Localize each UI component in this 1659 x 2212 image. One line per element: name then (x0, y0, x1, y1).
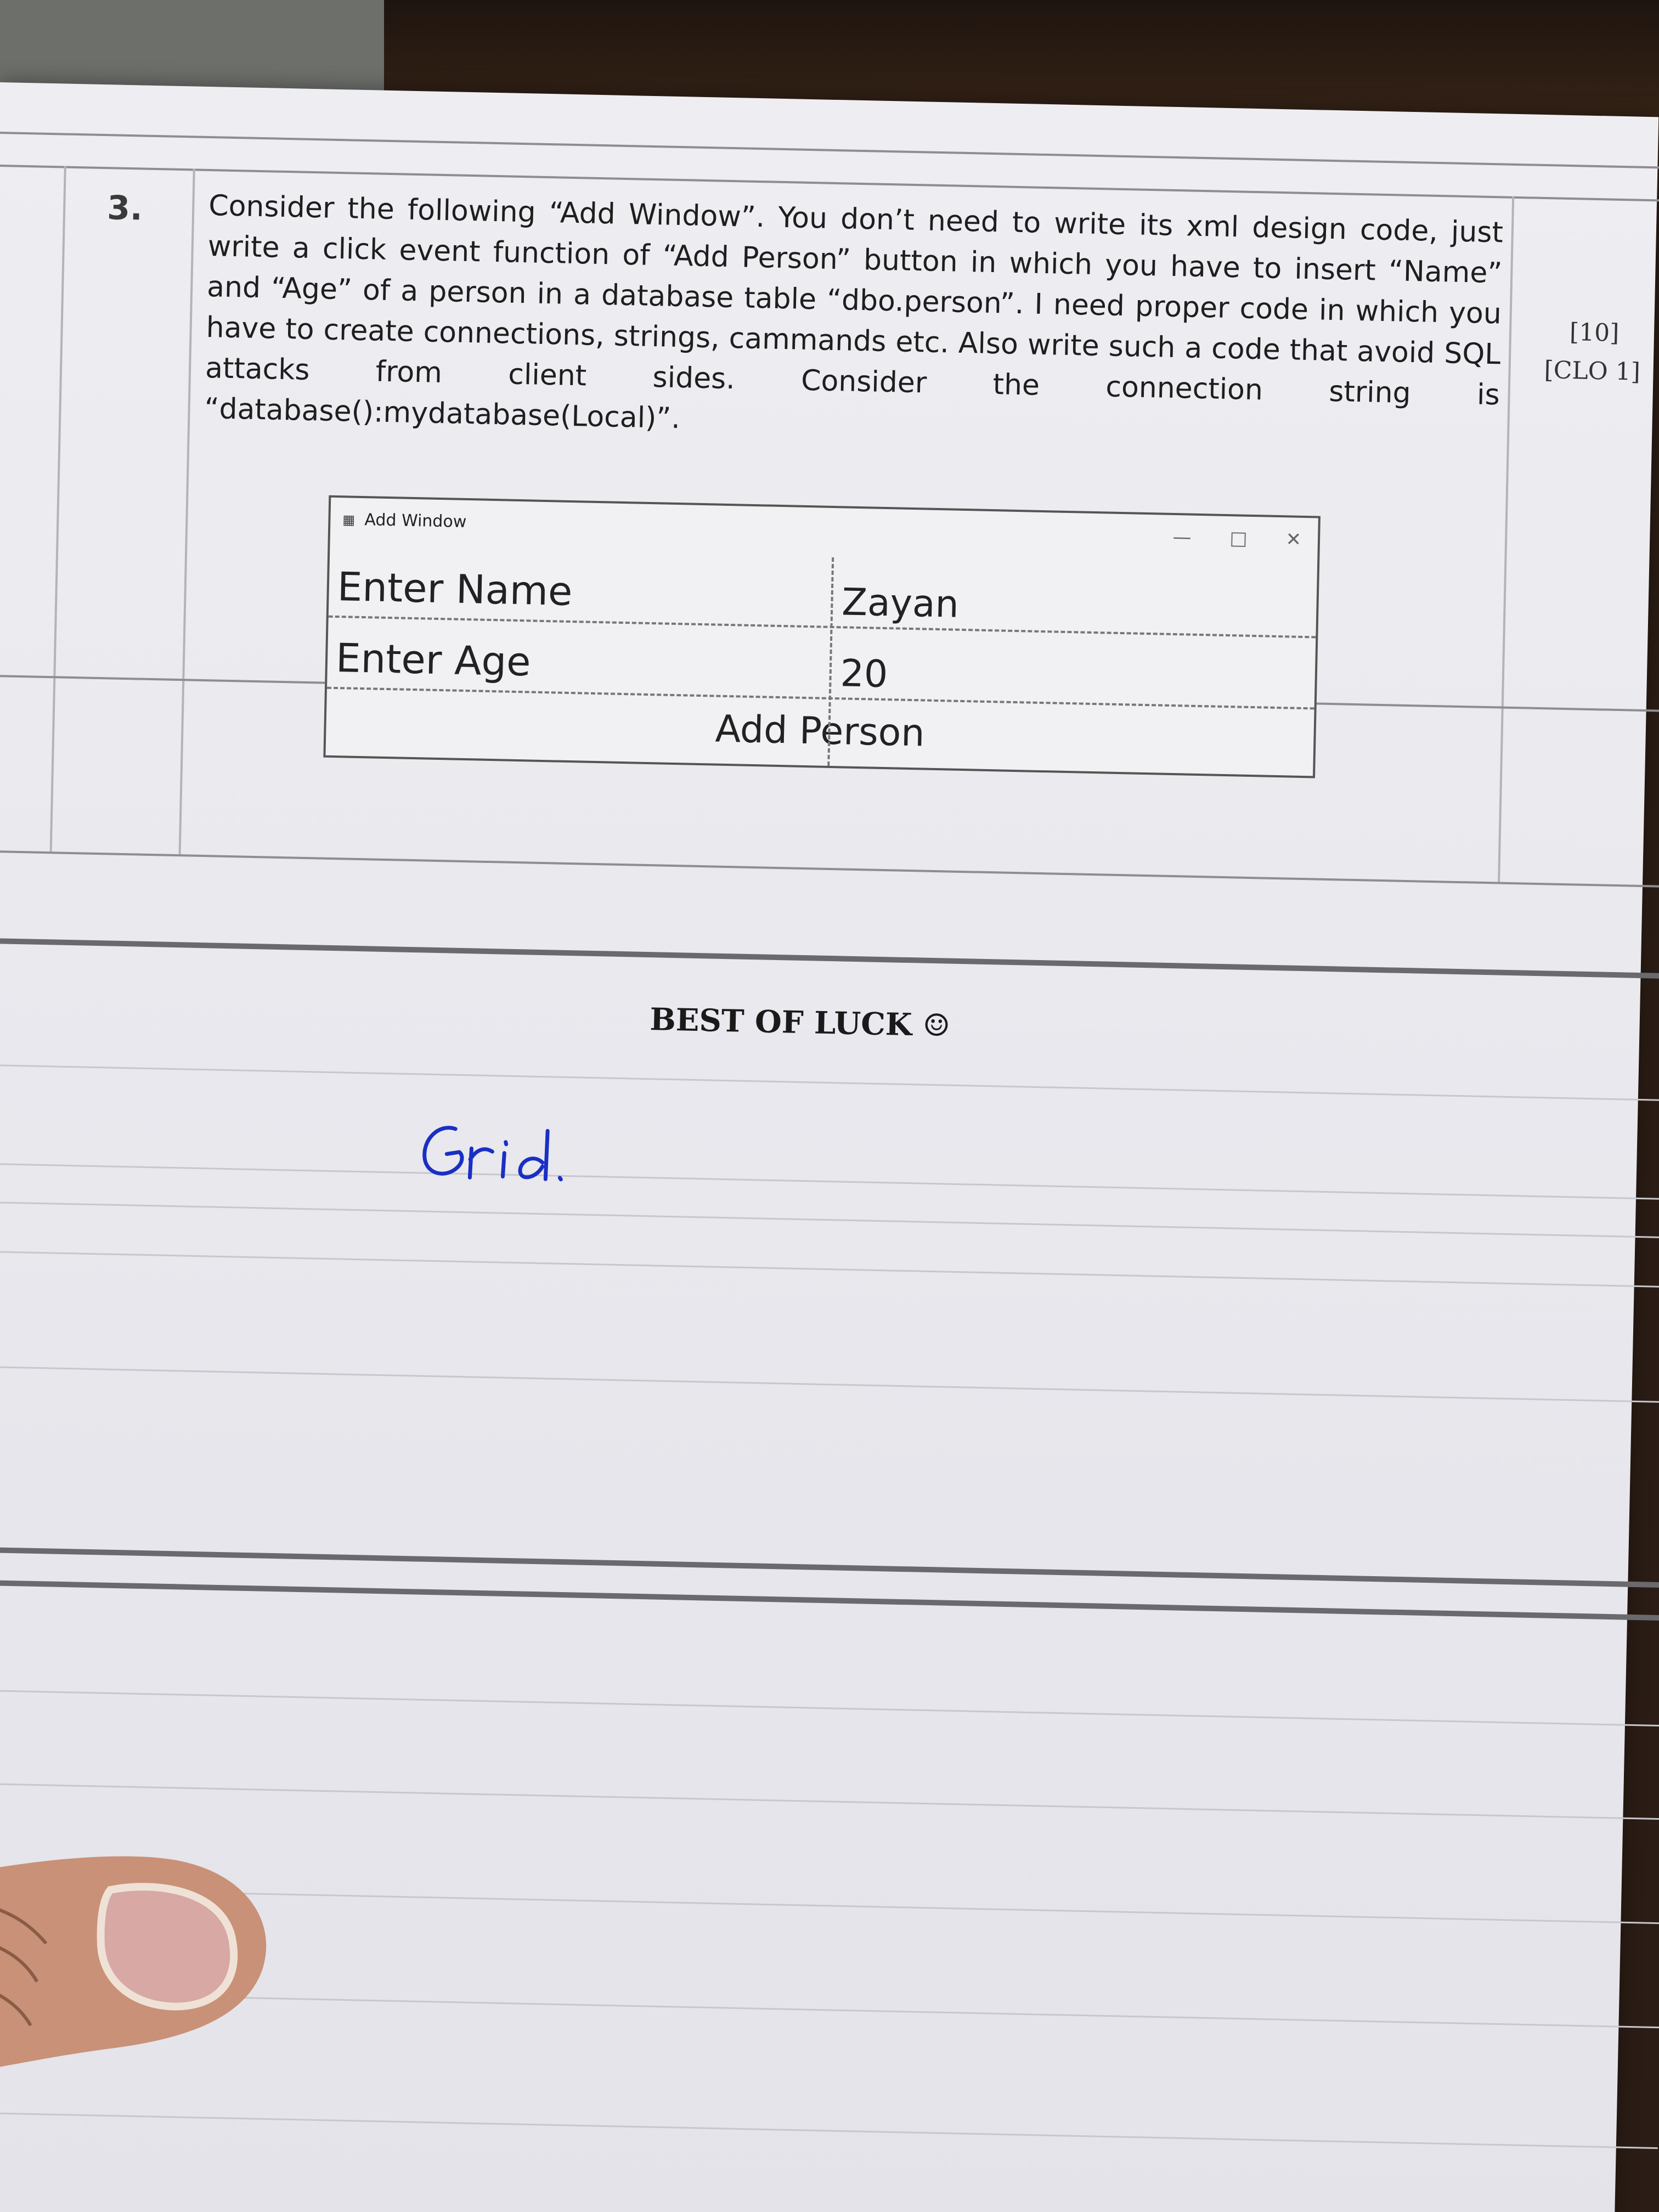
table-border-top (0, 132, 1659, 170)
window-title: Add Window (364, 510, 467, 532)
table-border-bottom (0, 850, 1659, 888)
name-label: Enter Name (337, 563, 573, 615)
ruled-line (0, 1782, 1659, 1820)
handwriting-strokes (424, 1127, 562, 1180)
handwritten-note (416, 1111, 571, 1197)
letter-d (520, 1130, 548, 1179)
window-controls (1172, 526, 1301, 551)
name-input[interactable]: Zayan (841, 580, 960, 627)
age-label: Enter Age (335, 635, 532, 685)
add-window (323, 495, 1321, 778)
ruled-line (0, 1251, 1659, 1288)
ruled-line (0, 1365, 1659, 1403)
separator (0, 1547, 1659, 1588)
best-of-luck-text: BEST OF LUCK ☺ (649, 1001, 951, 1044)
question-number: 3. (106, 189, 143, 228)
ruled-line (0, 1064, 1659, 1102)
close-icon[interactable]: ✕ (1285, 528, 1302, 551)
marks-label: [10] (1569, 318, 1620, 347)
minimize-icon[interactable]: — (1172, 526, 1192, 549)
age-input[interactable]: 20 (839, 652, 889, 697)
letter-g (424, 1127, 462, 1174)
add-person-button[interactable]: Add Person (325, 687, 1314, 776)
maximize-icon[interactable]: □ (1229, 527, 1248, 550)
window-app-icon: ▦ (342, 512, 356, 528)
ruled-line (0, 1201, 1659, 1239)
letter-r (470, 1148, 492, 1178)
clo-label: [CLO 1] (1544, 356, 1641, 386)
ruled-line (0, 1163, 1659, 1200)
letter-i (503, 1142, 506, 1177)
separator (0, 938, 1659, 979)
finger-photo (0, 1815, 304, 2130)
period (560, 1178, 561, 1180)
ruled-line (0, 1689, 1659, 1726)
exam-paper (0, 82, 1658, 2212)
column-divider (50, 166, 66, 851)
column-divider (179, 168, 195, 854)
question-text: Consider the following “Add Window”. You don’t need to write its xml design code, just write a click event function of “Add Person” button in which you have to insert “Name” and “Age” of a person in a database table “dbo.person”. I need proper code in which you have to create connections, strings, cammands etc. Also write such a code that avoid SQL attacks from client sides. Consider the connection string is “database():mydatabase(Local)”. (204, 189, 1504, 436)
separator (0, 1579, 1659, 1621)
